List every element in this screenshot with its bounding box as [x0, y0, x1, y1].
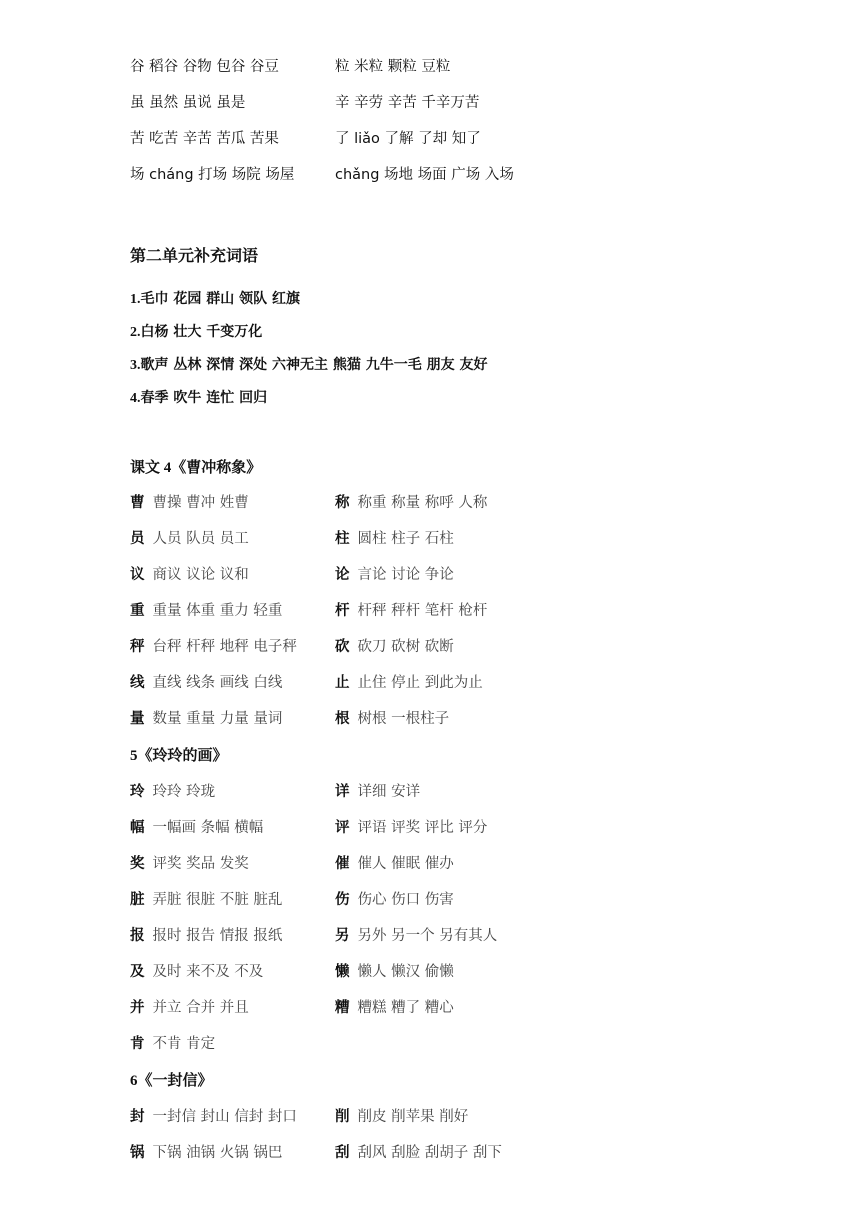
word-row [130, 889, 830, 911]
word-list: 言论 讨论 争论 [357, 567, 454, 583]
lesson-prefix: 课文 4 [130, 460, 172, 476]
vocab-row [130, 164, 830, 186]
item-number: 3. [130, 358, 141, 373]
word-list: 圆柱 柱子 石柱 [357, 531, 454, 547]
word-list: 糟糕 糟了 糟心 [357, 1000, 454, 1016]
unit2-title: 第二单元补充词语 [130, 246, 259, 265]
item-text: 春季 吹牛 连忙 回归 [140, 390, 268, 406]
word-list: 数量 重量 力量 量词 [152, 711, 283, 727]
word-row [130, 1033, 830, 1055]
vocab-left: 虽 虽然 虽说 虽是 [130, 95, 246, 111]
word-list: 弄脏 很脏 不脏 脏乱 [152, 892, 283, 908]
vocab-left: 谷 稻谷 谷物 包谷 谷豆 [130, 59, 279, 75]
head-char: 刮 [335, 1145, 350, 1161]
head-char: 线 [130, 675, 145, 691]
word-row [130, 708, 830, 730]
word-list: 台秤 杆秤 地秤 电子秤 [152, 639, 297, 655]
vocab-left: 苦 吃苦 辛苦 苦瓜 苦果 [130, 131, 279, 147]
head-char: 秤 [130, 639, 145, 655]
word-row [130, 817, 830, 839]
head-char: 员 [130, 531, 145, 547]
head-char: 糟 [335, 1000, 350, 1016]
head-char: 根 [335, 711, 350, 727]
word-list: 详细 安详 [357, 784, 421, 800]
word-list: 催人 催眠 催办 [357, 856, 454, 872]
head-char: 止 [335, 675, 350, 691]
word-row [130, 961, 830, 983]
word-list: 另外 另一个 另有其人 [357, 928, 498, 944]
unit2-item [130, 288, 300, 311]
head-char: 称 [335, 495, 350, 511]
word-row [130, 997, 830, 1019]
word-list: 下锅 油锅 火锅 锅巴 [152, 1145, 283, 1161]
vocab-row [130, 128, 830, 150]
word-row [130, 1142, 830, 1164]
lesson-name: 《一封信》 [137, 1071, 213, 1089]
word-list: 一幅画 条幅 横幅 [152, 820, 264, 836]
word-list: 评语 评奖 评比 评分 [357, 820, 488, 836]
vocab-right: 了 liǎo 了解 了却 知了 [335, 131, 481, 147]
word-row [130, 781, 830, 803]
item-number: 2. [130, 325, 141, 340]
word-list: 评奖 奖品 发奖 [152, 856, 249, 872]
head-char: 并 [130, 1000, 145, 1016]
item-text: 白杨 壮大 千变万化 [140, 324, 263, 340]
head-char: 杆 [335, 603, 350, 619]
vocab-row [130, 56, 830, 78]
head-char: 懒 [335, 964, 350, 980]
head-char: 柱 [335, 531, 350, 547]
word-row [130, 925, 830, 947]
head-char: 封 [130, 1109, 145, 1125]
lesson4-title [130, 456, 261, 479]
head-char: 曹 [130, 495, 145, 511]
unit2-item [130, 321, 262, 344]
head-char: 论 [335, 567, 350, 583]
head-char: 重 [130, 603, 145, 619]
head-char: 详 [335, 784, 350, 800]
word-row [130, 600, 830, 622]
head-char: 削 [335, 1109, 350, 1125]
lesson-name: 《曹冲称象》 [171, 458, 262, 476]
word-list: 削皮 削苹果 削好 [357, 1109, 469, 1125]
head-char: 幅 [130, 820, 145, 836]
word-row [130, 564, 830, 586]
word-list: 直线 线条 画线 白线 [152, 675, 283, 691]
word-row [130, 636, 830, 658]
vocab-row [130, 92, 830, 114]
word-list: 报时 报告 情报 报纸 [152, 928, 283, 944]
head-char: 催 [335, 856, 350, 872]
word-list: 懒人 懒汉 偷懒 [357, 964, 454, 980]
vocab-left: 场 cháng 打场 场院 场屋 [130, 167, 295, 183]
lesson-prefix: 5 [130, 748, 138, 764]
item-text: 歌声 丛林 深情 深处 六神无主 熊猫 九牛一毛 朋友 友好 [140, 357, 488, 373]
head-char: 评 [335, 820, 350, 836]
word-list: 重量 体重 重力 轻重 [152, 603, 283, 619]
word-list: 杆秤 秤杆 笔杆 枪杆 [357, 603, 488, 619]
vocab-right: 辛 辛劳 辛苦 千辛万苦 [335, 95, 480, 111]
word-row [130, 853, 830, 875]
word-list: 刮风 刮脸 刮胡子 刮下 [357, 1145, 502, 1161]
head-char: 伤 [335, 892, 350, 908]
word-list: 玲玲 玲珑 [152, 784, 216, 800]
lesson5-title [130, 744, 228, 767]
head-char: 及 [130, 964, 145, 980]
word-list: 伤心 伤口 伤害 [357, 892, 454, 908]
word-list: 及时 来不及 不及 [152, 964, 264, 980]
word-list: 一封信 封山 信封 封口 [152, 1109, 297, 1125]
word-list: 不肯 肯定 [152, 1036, 216, 1052]
unit2-item [130, 387, 267, 410]
word-list: 商议 议论 议和 [152, 567, 249, 583]
word-list: 砍刀 砍树 砍断 [357, 639, 454, 655]
word-list: 人员 队员 员工 [152, 531, 249, 547]
word-row [130, 1106, 830, 1128]
unit2-item [130, 354, 488, 377]
word-row [130, 528, 830, 550]
vocab-right: chǎng 场地 场面 广场 入场 [335, 167, 514, 183]
word-list: 称重 称量 称呼 人称 [357, 495, 488, 511]
head-char: 肯 [130, 1036, 145, 1052]
head-char: 量 [130, 711, 145, 727]
item-number: 1. [130, 292, 141, 307]
lesson6-title [130, 1069, 213, 1092]
word-list: 曹操 曹冲 姓曹 [152, 495, 249, 511]
head-char: 议 [130, 567, 145, 583]
head-char: 砍 [335, 639, 350, 655]
head-char: 玲 [130, 784, 145, 800]
head-char: 脏 [130, 892, 145, 908]
word-list: 并立 合并 并且 [152, 1000, 249, 1016]
head-char: 奖 [130, 856, 145, 872]
head-char: 锅 [130, 1145, 145, 1161]
item-number: 4. [130, 391, 141, 406]
item-text: 毛巾 花园 群山 领队 红旗 [140, 291, 300, 307]
word-row [130, 492, 830, 514]
vocab-right: 粒 米粒 颗粒 豆粒 [335, 59, 451, 75]
word-list: 树根 一根柱子 [357, 711, 450, 727]
lesson-name: 《玲玲的画》 [137, 746, 228, 764]
head-char: 另 [335, 928, 350, 944]
word-list: 止住 停止 到此为止 [357, 675, 483, 691]
lesson-prefix: 6 [130, 1073, 138, 1089]
head-char: 报 [130, 928, 145, 944]
word-row [130, 672, 830, 694]
